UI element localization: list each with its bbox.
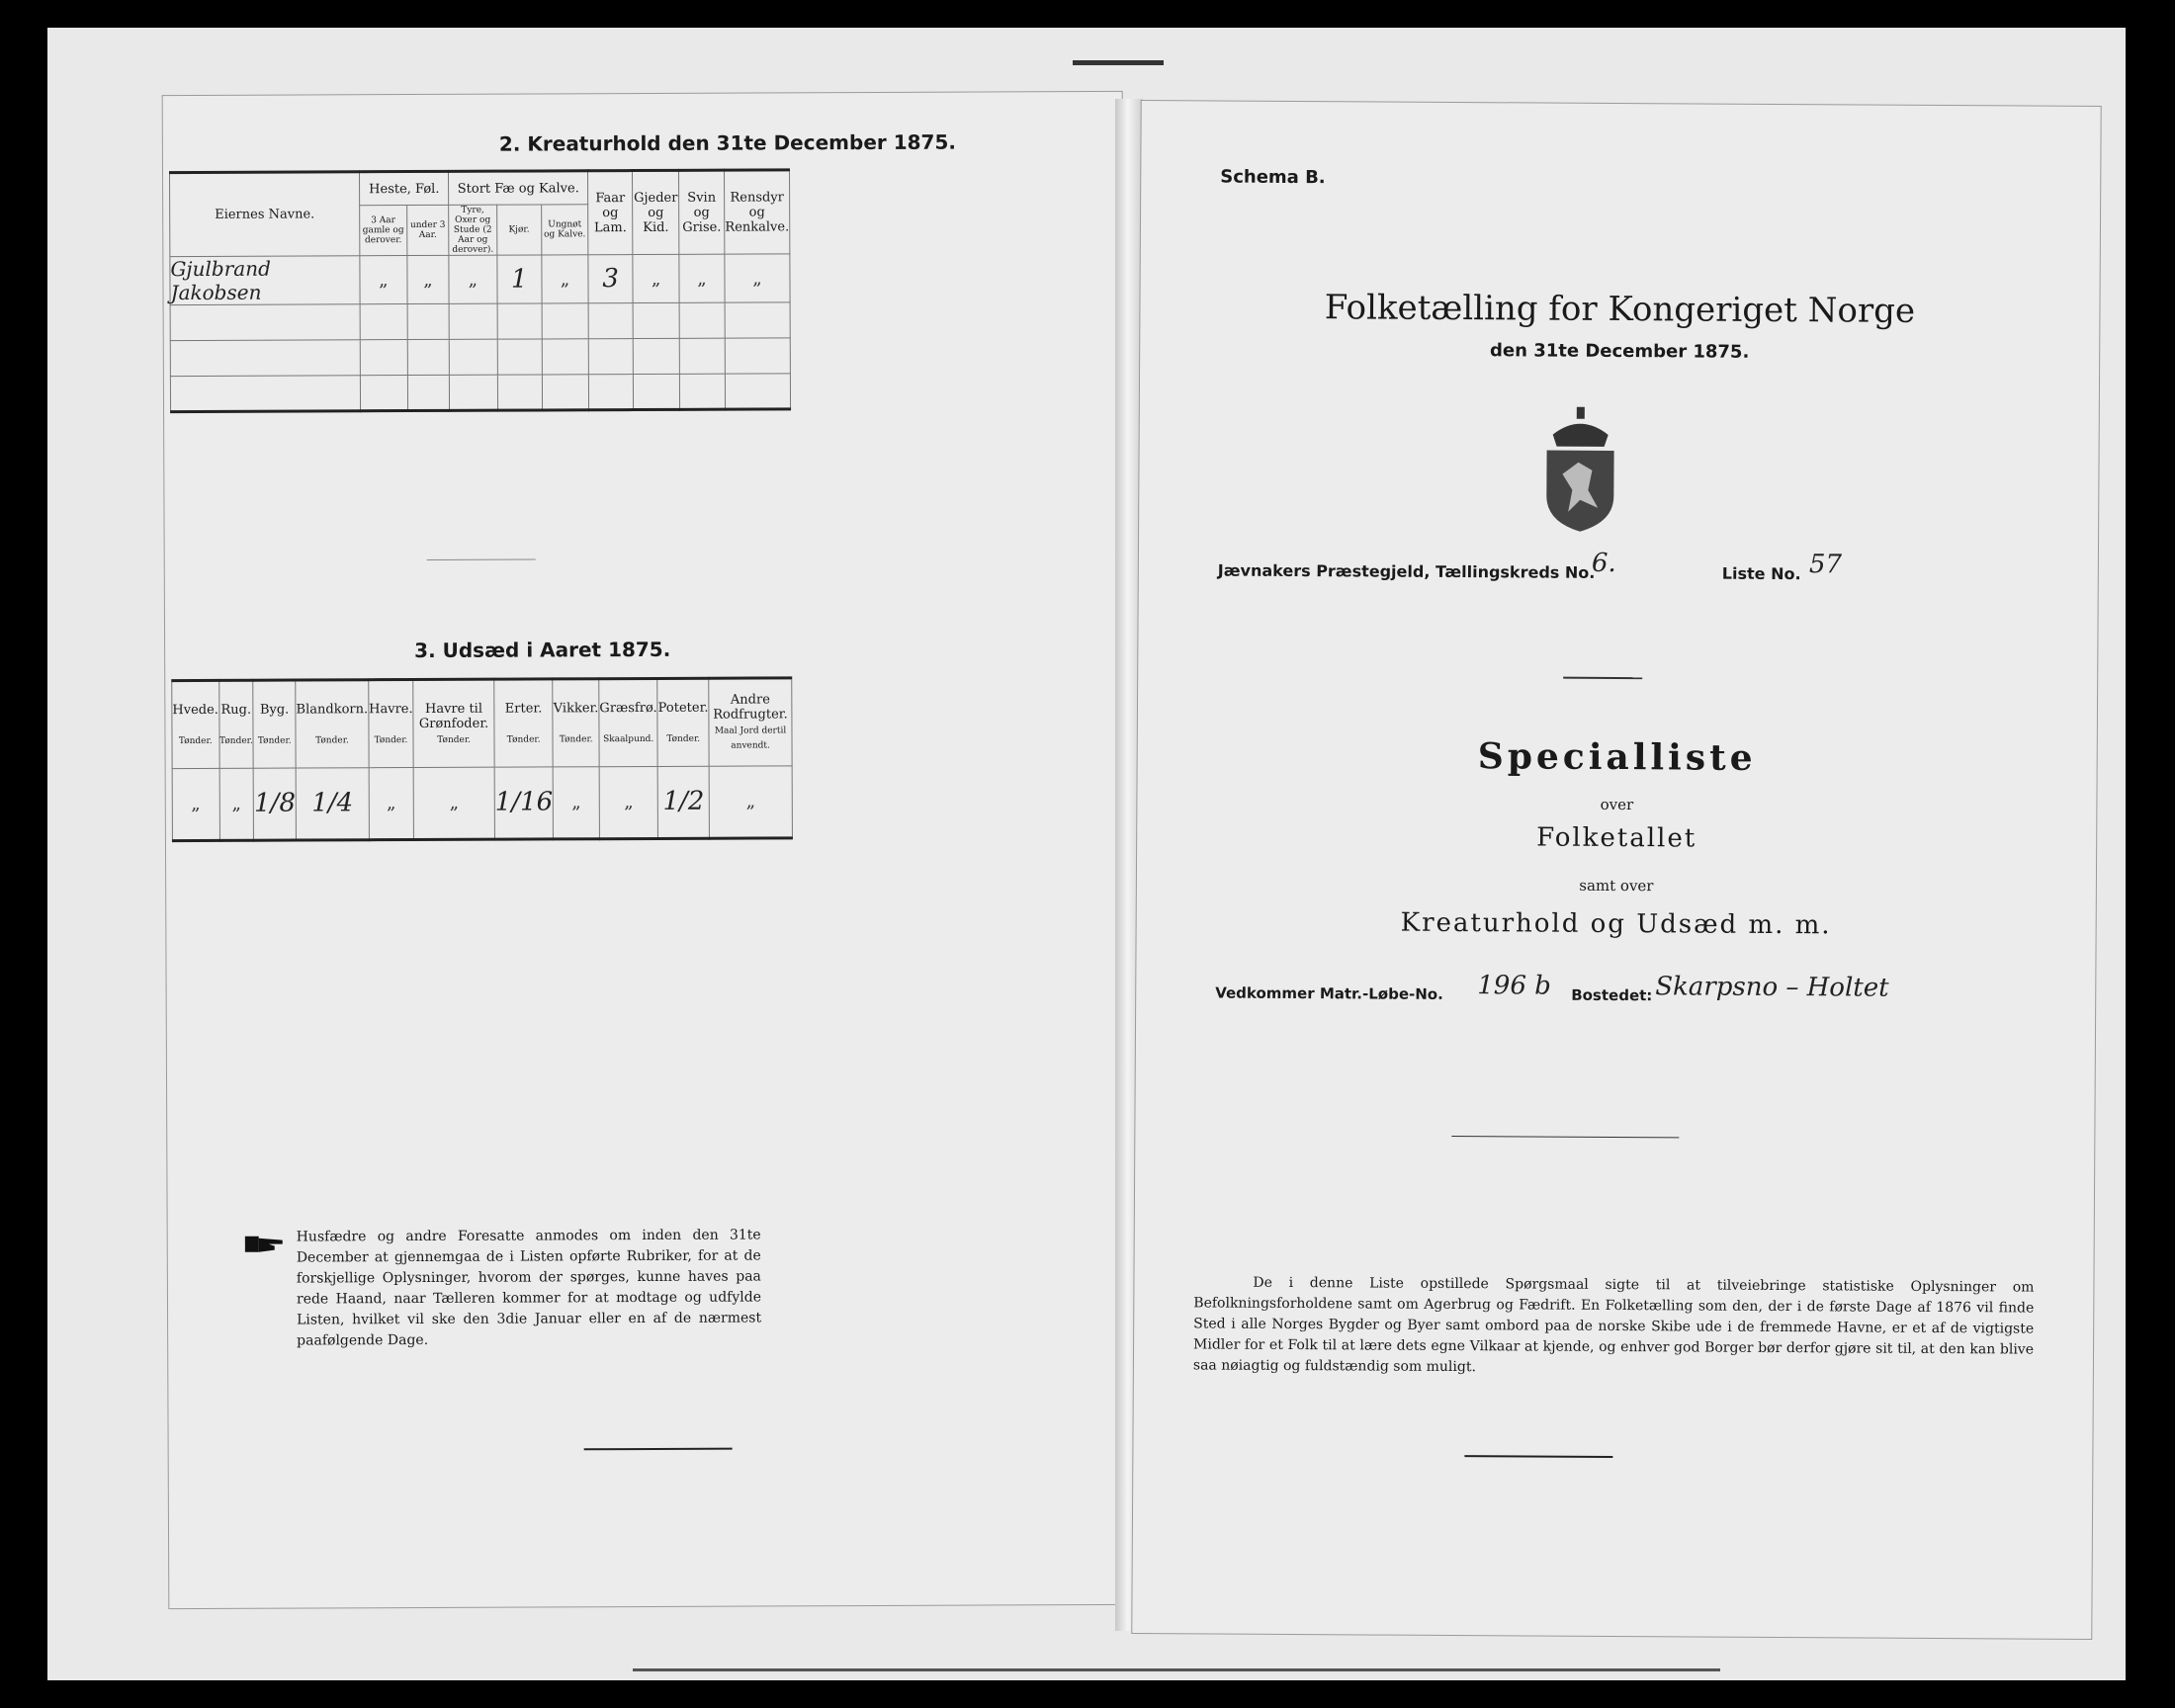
parish-label: Jævnakers Præstegjeld, Tællingskreds No. — [1217, 560, 1596, 582]
matr-number: 196 b — [1477, 971, 1551, 1001]
divider — [584, 1448, 733, 1451]
table-row — [170, 338, 790, 377]
col-blandkorn: Blandkorn. Tønder. — [296, 680, 369, 768]
divider — [427, 558, 536, 559]
stort-header: Stort Fæ og Kalve. — [449, 171, 588, 206]
divider — [1451, 1136, 1679, 1138]
val-blandkorn: 1/4 — [296, 767, 369, 840]
cell-svin: „ — [679, 254, 725, 302]
col-erter: Erter. Tønder. — [494, 679, 554, 767]
schema-label: Schema B. — [1220, 166, 1326, 189]
val-hvede: „ — [172, 768, 219, 841]
notice-text: Husfædre og andre Foresatte anmodes om inden den 31te December at gjennemgaa de i Listen opførte Rubriker, for at de forskjellige Oplysninger, hvorom der spørges, kunne haves paa rede Haand, naar Tælleren kommer for at modtage og udfylde Listen, hvilket vil ske den 3die Januar eller en af de nærmest paafølgende Dage. — [296, 1227, 762, 1349]
liste-number: 57 — [1808, 550, 1843, 580]
cell-heste-2: „ — [407, 255, 450, 303]
col-hvede: Hvede. Tønder. — [172, 680, 219, 768]
owner-header: Eiernes Navne. — [170, 172, 360, 257]
cell-gjeder: „ — [633, 254, 679, 302]
val-rug: „ — [219, 768, 254, 841]
val-havre-gronfoder: „ — [413, 767, 494, 840]
divider — [1464, 1455, 1612, 1458]
kreds-number: 6. — [1591, 548, 1616, 578]
matr-label: Vedkommer Matr.-Løbe-No. — [1215, 983, 1443, 1003]
bostedet-label: Bostedet: — [1571, 985, 1653, 1005]
stort-sub2: Kjør. — [496, 205, 542, 255]
heste-sub1: 3 Aar gamle og derover. — [360, 206, 407, 256]
col-havre: Havre. Tønder. — [368, 680, 413, 768]
divider — [1563, 677, 1642, 679]
special-title: Specialliste — [1477, 735, 1757, 779]
table-row — [170, 374, 790, 412]
val-poteter: 1/2 — [657, 766, 709, 839]
stort-sub1: Tyre, Oxer og Stude (2 Aar og derover). — [449, 205, 496, 255]
pointing-hand-icon — [245, 1233, 285, 1256]
sowing-table — [171, 676, 793, 842]
coat-of-arms-icon — [1532, 404, 1628, 534]
heste-sub2: under 3 Aar. — [406, 205, 449, 255]
cell-rensdyr: „ — [725, 254, 790, 302]
col-rodfrugter: Andre Rodfrugter. Maal Jord dertil anvendt. — [709, 678, 792, 766]
page-title: Folketælling for Kongeriget Norge — [1324, 288, 1916, 331]
page-subtitle: den 31te December 1875. — [1490, 340, 1750, 363]
kreaturhold-text: Kreaturhold og Udsæd m. m. — [1400, 907, 1832, 941]
gjeder-header: Gjeder og Kid. — [633, 170, 679, 254]
left-page — [163, 92, 1129, 1608]
col-byg: Byg. Tønder. — [253, 680, 296, 768]
bostedet-value: Skarpsno – Holtet — [1655, 972, 1889, 1003]
cell-kjor: 1 — [496, 255, 542, 303]
col-havre-gronfoder: Havre til Grønfoder. Tønder. — [413, 679, 494, 767]
col-graesfro: Græsfrø. Skaalpund. — [599, 678, 658, 766]
val-havre: „ — [369, 767, 414, 840]
cell-ungnot: „ — [542, 255, 588, 303]
samt-over-text: samt over — [1579, 876, 1654, 896]
val-vikker: „ — [553, 766, 599, 839]
scan-mark-top — [1073, 60, 1164, 65]
table-row — [170, 254, 790, 305]
folketallet-text: Folketallet — [1536, 822, 1697, 854]
stort-sub3: Ungnøt og Kalve. — [542, 205, 588, 255]
val-graesfro: „ — [599, 766, 658, 839]
info-paragraph: De i denne Liste opstillede Spørgsmaal sigte til at tilveiebringe statistiske Oplysninger om Befolkningsforholdene samt om Agerbrug og Fædrift. En Folketælling som den, der i de første Dage af 1876 vil finde Sted i alle Norges Bygder og Byer samt ombord paa de norske Skibe ude i de fremmede Havne, er et af de vigtigste Midler for et Folk til at lære dets egne Vilkaar at kjende, og enhver god Borger bør derfor gjøre sit til, at den kan blive saa nøiagtig og fuldstændig som muligt. — [1192, 1274, 2035, 1376]
cell-tyre: „ — [449, 255, 496, 303]
over-text: over — [1600, 795, 1634, 814]
cell-heste-1: „ — [360, 256, 407, 304]
table-row — [170, 302, 790, 341]
heste-header: Heste, Føl. — [360, 171, 449, 205]
table-row — [172, 765, 792, 840]
val-erter: 1/16 — [494, 766, 554, 839]
scan-mark-bottom — [633, 1668, 1720, 1671]
val-byg: 1/8 — [253, 768, 296, 841]
cell-faar: 3 — [588, 255, 633, 303]
val-rodfrugter: „ — [709, 765, 792, 838]
col-rug: Rug. Tønder. — [218, 680, 253, 768]
rensdyr-header: Rensdyr og Renkalve. — [725, 170, 790, 254]
col-vikker: Vikker. Tønder. — [553, 679, 599, 767]
livestock-table — [169, 168, 791, 413]
col-poteter: Poteter. Tønder. — [657, 678, 709, 766]
svin-header: Svin og Grise. — [679, 170, 725, 254]
faar-header: Faar og Lam. — [588, 171, 634, 255]
owner-name: Gjulbrand Jakobsen — [170, 256, 360, 305]
right-page — [1132, 101, 2100, 1639]
liste-label: Liste No. — [1721, 563, 1801, 584]
section3-title: 3. Udsæd i Aaret 1875. — [414, 637, 671, 663]
section2-title: 2. Kreaturhold den 31te December 1875. — [498, 129, 957, 156]
